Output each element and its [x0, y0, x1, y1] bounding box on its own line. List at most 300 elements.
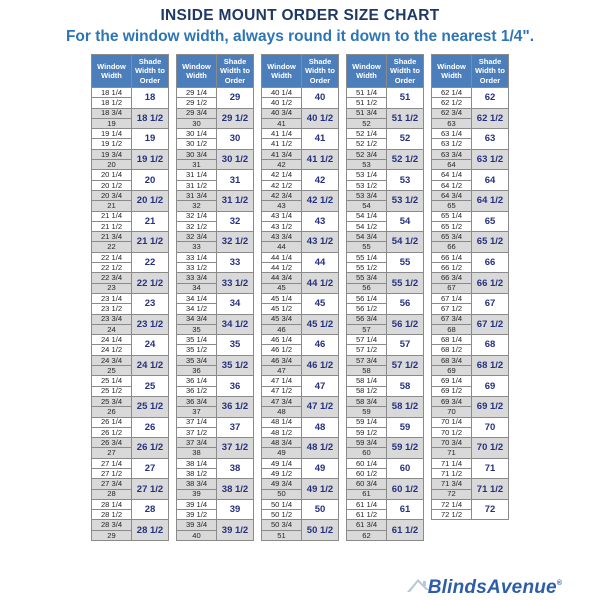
window-width-cell: 56 3/4: [347, 314, 387, 324]
shade-width-cell: 49: [302, 458, 339, 479]
window-width-cell: 54 1/2: [347, 221, 387, 231]
shade-width-cell: 40 1/2: [302, 108, 339, 129]
shade-width-header: Shade Width to Order: [132, 55, 169, 88]
window-width-cell: 69 1/2: [432, 386, 472, 396]
shade-width-cell: 30 1/2: [217, 149, 254, 170]
shade-width-cell: 66: [472, 252, 509, 273]
window-width-cell: 36 1/2: [177, 386, 217, 396]
window-width-cell: 65 1/4: [432, 211, 472, 221]
window-width-cell: 35 1/4: [177, 335, 217, 345]
shade-width-cell: 21 1/2: [132, 232, 169, 253]
window-width-cell: 44 1/4: [262, 252, 302, 262]
size-table-group-2: [176, 54, 254, 541]
shade-width-cell: 26 1/2: [132, 438, 169, 459]
window-width-cell: 31 1/4: [177, 170, 217, 180]
window-width-cell: 26 1/4: [92, 417, 132, 427]
window-width-cell: 58 1/4: [347, 376, 387, 386]
shade-width-cell: 70: [472, 417, 509, 438]
shade-width-cell: 39 1/2: [217, 520, 254, 541]
window-width-cell: 52 1/4: [347, 129, 387, 139]
window-width-cell: 54 1/4: [347, 211, 387, 221]
window-width-cell: 40 1/2: [262, 98, 302, 108]
window-width-cell: 61 3/4: [347, 520, 387, 530]
shade-width-cell: 53: [387, 170, 424, 191]
window-width-cell: 70 3/4: [432, 438, 472, 448]
window-width-cell: 21 3/4: [92, 232, 132, 242]
shade-width-cell: 48 1/2: [302, 438, 339, 459]
window-width-cell: 60 1/2: [347, 468, 387, 478]
shade-width-cell: 70 1/2: [472, 438, 509, 459]
shade-width-cell: 43: [302, 211, 339, 232]
window-width-cell: 60 3/4: [347, 479, 387, 489]
window-width-cell: 51: [262, 530, 302, 540]
window-width-cell: 57 3/4: [347, 355, 387, 365]
window-width-cell: 58 3/4: [347, 396, 387, 406]
window-width-cell: 52 3/4: [347, 149, 387, 159]
window-width-cell: 43 1/2: [262, 221, 302, 231]
window-width-cell: 58 1/2: [347, 386, 387, 396]
shade-width-cell: 29: [217, 88, 254, 109]
size-chart-page: [0, 7, 600, 598]
window-width-cell: 65: [432, 201, 472, 211]
shade-width-cell: 31 1/2: [217, 190, 254, 211]
window-width-cell: 22: [92, 242, 132, 252]
brand-name: BlindsAvenue: [427, 577, 557, 598]
shade-width-cell: 56: [387, 293, 424, 314]
shade-width-cell: 21: [132, 211, 169, 232]
window-width-cell: 62 1/2: [432, 98, 472, 108]
window-width-cell: 19 1/2: [92, 139, 132, 149]
window-width-cell: 46: [262, 324, 302, 334]
window-width-cell: 30 3/4: [177, 149, 217, 159]
window-width-cell: 66 1/4: [432, 252, 472, 262]
window-width-cell: 42 1/2: [262, 180, 302, 190]
window-width-cell: 53: [347, 160, 387, 170]
window-width-cell: 56 1/2: [347, 304, 387, 314]
window-width-cell: 42 3/4: [262, 190, 302, 200]
window-width-cell: 50 3/4: [262, 520, 302, 530]
window-width-cell: 19 1/4: [92, 129, 132, 139]
window-width-cell: 41 3/4: [262, 149, 302, 159]
shade-width-cell: 54: [387, 211, 424, 232]
window-width-cell: 57 1/2: [347, 345, 387, 355]
window-width-cell: 59: [347, 407, 387, 417]
window-width-cell: 69 3/4: [432, 396, 472, 406]
window-width-cell: 43 1/4: [262, 211, 302, 221]
window-width-cell: 55 3/4: [347, 273, 387, 283]
window-width-cell: 53 1/4: [347, 170, 387, 180]
window-width-cell: 49 3/4: [262, 479, 302, 489]
shade-width-cell: 69 1/2: [472, 396, 509, 417]
window-width-cell: 21 1/2: [92, 221, 132, 231]
shade-width-cell: 33 1/2: [217, 273, 254, 294]
window-width-cell: 37 1/2: [177, 427, 217, 437]
window-width-cell: 28 1/4: [92, 499, 132, 509]
window-width-cell: 37 3/4: [177, 438, 217, 448]
window-width-cell: 38 3/4: [177, 479, 217, 489]
shade-width-cell: 38: [217, 458, 254, 479]
window-width-cell: 61 1/4: [347, 499, 387, 509]
window-width-cell: 35 1/2: [177, 345, 217, 355]
window-width-cell: 68 3/4: [432, 355, 472, 365]
window-width-cell: 63: [432, 118, 472, 128]
shade-width-cell: 42 1/2: [302, 190, 339, 211]
shade-width-cell: 23 1/2: [132, 314, 169, 335]
window-width-cell: 49: [262, 448, 302, 458]
window-width-cell: 59 3/4: [347, 438, 387, 448]
size-table-body: [177, 88, 254, 541]
window-width-cell: 62: [347, 530, 387, 540]
window-width-cell: 72: [432, 489, 472, 499]
shade-width-cell: 62: [472, 88, 509, 109]
shade-width-cell: 25 1/2: [132, 396, 169, 417]
window-width-header: Window Width: [92, 55, 132, 88]
window-width-cell: 41: [262, 118, 302, 128]
window-width-cell: 72 1/4: [432, 499, 472, 509]
page-subtitle: For the window width, always round it down to the nearest 1/4".: [65, 28, 535, 45]
window-width-cell: 40 1/4: [262, 88, 302, 98]
window-width-cell: 48 1/4: [262, 417, 302, 427]
window-width-cell: 68 1/2: [432, 345, 472, 355]
shade-width-cell: 24: [132, 335, 169, 356]
window-width-cell: 47 1/4: [262, 376, 302, 386]
size-table-body: [262, 88, 339, 541]
window-width-cell: 23 1/2: [92, 304, 132, 314]
window-width-cell: 34 3/4: [177, 314, 217, 324]
window-width-cell: 32 1/2: [177, 221, 217, 231]
shade-width-cell: 36 1/2: [217, 396, 254, 417]
window-width-cell: 30: [177, 118, 217, 128]
shade-width-cell: 63 1/2: [472, 149, 509, 170]
window-width-cell: 71 3/4: [432, 479, 472, 489]
window-width-cell: 49 1/4: [262, 458, 302, 468]
window-width-cell: 45 1/2: [262, 304, 302, 314]
window-width-cell: 52 1/2: [347, 139, 387, 149]
shade-width-header: Shade Width to Order: [387, 55, 424, 88]
window-width-cell: 31 3/4: [177, 190, 217, 200]
window-width-cell: 50 1/2: [262, 510, 302, 520]
brand-logo: [406, 576, 562, 599]
window-width-cell: 40 3/4: [262, 108, 302, 118]
shade-width-cell: 46 1/2: [302, 355, 339, 376]
window-width-cell: 58: [347, 366, 387, 376]
shade-width-cell: 29 1/2: [217, 108, 254, 129]
shade-width-cell: 57: [387, 335, 424, 356]
window-width-cell: 47 1/2: [262, 386, 302, 396]
window-width-cell: 21: [92, 201, 132, 211]
window-width-cell: 46 1/2: [262, 345, 302, 355]
window-width-cell: 39: [177, 489, 217, 499]
window-width-cell: 54 3/4: [347, 232, 387, 242]
window-width-cell: 44 3/4: [262, 273, 302, 283]
window-width-cell: 64 1/4: [432, 170, 472, 180]
window-width-cell: 56: [347, 283, 387, 293]
window-width-cell: 45 1/4: [262, 293, 302, 303]
window-width-cell: 40: [177, 530, 217, 540]
window-width-cell: 69 1/4: [432, 376, 472, 386]
window-width-cell: 41 1/2: [262, 139, 302, 149]
window-width-cell: 67 1/4: [432, 293, 472, 303]
shade-width-cell: 55 1/2: [387, 273, 424, 294]
shade-width-cell: 18: [132, 88, 169, 109]
window-width-cell: 45: [262, 283, 302, 293]
window-width-cell: 35 3/4: [177, 355, 217, 365]
window-width-cell: 29 1/2: [177, 98, 217, 108]
window-width-cell: 38 1/4: [177, 458, 217, 468]
window-width-cell: 20 3/4: [92, 190, 132, 200]
window-width-cell: 28 1/2: [92, 510, 132, 520]
shade-width-cell: 37: [217, 417, 254, 438]
window-width-cell: 31 1/2: [177, 180, 217, 190]
shade-width-cell: 45 1/2: [302, 314, 339, 335]
window-width-cell: 20 1/2: [92, 180, 132, 190]
window-width-cell: 61 1/2: [347, 510, 387, 520]
window-width-cell: 25 3/4: [92, 396, 132, 406]
window-width-cell: 67 1/2: [432, 304, 472, 314]
window-width-cell: 53 1/2: [347, 180, 387, 190]
window-width-cell: 33 1/2: [177, 263, 217, 273]
window-width-cell: 34: [177, 283, 217, 293]
window-width-cell: 70 1/2: [432, 427, 472, 437]
shade-width-cell: 22 1/2: [132, 273, 169, 294]
window-width-cell: 62 3/4: [432, 108, 472, 118]
shade-width-cell: 32: [217, 211, 254, 232]
window-width-cell: 28: [92, 489, 132, 499]
window-width-cell: 62 1/4: [432, 88, 472, 98]
window-width-cell: 55 1/4: [347, 252, 387, 262]
window-width-cell: 26 1/2: [92, 427, 132, 437]
window-width-cell: 20 1/4: [92, 170, 132, 180]
window-width-cell: 60 1/4: [347, 458, 387, 468]
window-width-cell: 41 1/4: [262, 129, 302, 139]
window-width-cell: 61: [347, 489, 387, 499]
window-width-cell: 42: [262, 160, 302, 170]
window-width-cell: 48 3/4: [262, 438, 302, 448]
shade-width-cell: 69: [472, 376, 509, 397]
shade-width-cell: 35: [217, 335, 254, 356]
window-width-cell: 23: [92, 283, 132, 293]
window-width-header: Window Width: [262, 55, 302, 88]
window-width-cell: 45 3/4: [262, 314, 302, 324]
shade-width-cell: 42: [302, 170, 339, 191]
window-width-header: Window Width: [432, 55, 472, 88]
shade-width-cell: 25: [132, 376, 169, 397]
shade-width-cell: 44 1/2: [302, 273, 339, 294]
window-width-cell: 71: [432, 448, 472, 458]
size-table-group-4: [346, 54, 424, 541]
shade-width-cell: 27 1/2: [132, 479, 169, 500]
window-width-cell: 70: [432, 407, 472, 417]
window-width-cell: 46 1/4: [262, 335, 302, 345]
shade-width-cell: 54 1/2: [387, 232, 424, 253]
shade-width-cell: 33: [217, 252, 254, 273]
shade-width-cell: 55: [387, 252, 424, 273]
shade-width-cell: 71 1/2: [472, 479, 509, 500]
size-table-body: [432, 88, 509, 520]
size-chart-tables: [0, 54, 600, 541]
shade-width-cell: 46: [302, 335, 339, 356]
shade-width-cell: 28 1/2: [132, 520, 169, 541]
window-width-cell: 20: [92, 160, 132, 170]
window-width-cell: 39 1/2: [177, 510, 217, 520]
window-width-cell: 36: [177, 366, 217, 376]
window-width-cell: 47 3/4: [262, 396, 302, 406]
shade-width-cell: 57 1/2: [387, 355, 424, 376]
window-width-cell: 29 3/4: [177, 108, 217, 118]
size-table-group-5: [431, 54, 509, 520]
shade-width-cell: 62 1/2: [472, 108, 509, 129]
window-width-cell: 30 1/2: [177, 139, 217, 149]
window-width-cell: 36 1/4: [177, 376, 217, 386]
window-width-cell: 19: [92, 118, 132, 128]
window-width-cell: 66 1/2: [432, 263, 472, 273]
shade-width-cell: 59 1/2: [387, 438, 424, 459]
window-width-cell: 39 3/4: [177, 520, 217, 530]
shade-width-cell: 68: [472, 335, 509, 356]
shade-width-header: Shade Width to Order: [472, 55, 509, 88]
window-width-cell: 27 3/4: [92, 479, 132, 489]
shade-width-cell: 67: [472, 293, 509, 314]
window-width-cell: 32 3/4: [177, 232, 217, 242]
window-width-cell: 63 1/4: [432, 129, 472, 139]
shade-width-cell: 34 1/2: [217, 314, 254, 335]
window-width-cell: 50: [262, 489, 302, 499]
window-width-cell: 48: [262, 407, 302, 417]
window-width-cell: 51 1/2: [347, 98, 387, 108]
window-width-cell: 37 1/4: [177, 417, 217, 427]
window-width-cell: 51 3/4: [347, 108, 387, 118]
window-width-cell: 33: [177, 242, 217, 252]
window-width-cell: 22 1/4: [92, 252, 132, 262]
shade-width-cell: 38 1/2: [217, 479, 254, 500]
shade-width-cell: 52 1/2: [387, 149, 424, 170]
window-width-cell: 44: [262, 242, 302, 252]
shade-width-cell: 24 1/2: [132, 355, 169, 376]
window-width-cell: 51 1/4: [347, 88, 387, 98]
shade-width-cell: 63: [472, 129, 509, 150]
window-width-cell: 52: [347, 118, 387, 128]
shade-width-cell: 34: [217, 293, 254, 314]
window-width-cell: 69: [432, 366, 472, 376]
window-width-cell: 25 1/2: [92, 386, 132, 396]
shade-width-cell: 71: [472, 458, 509, 479]
window-width-cell: 25 1/4: [92, 376, 132, 386]
size-table-group-3: [261, 54, 339, 541]
window-width-cell: 38 1/2: [177, 468, 217, 478]
shade-width-cell: 51 1/2: [387, 108, 424, 129]
window-width-cell: 65 3/4: [432, 232, 472, 242]
shade-width-cell: 66 1/2: [472, 273, 509, 294]
window-width-cell: 27 1/2: [92, 468, 132, 478]
window-width-cell: 24 3/4: [92, 355, 132, 365]
window-width-cell: 37: [177, 407, 217, 417]
shade-width-cell: 61 1/2: [387, 520, 424, 541]
window-width-cell: 29: [92, 530, 132, 540]
window-width-cell: 33 1/4: [177, 252, 217, 262]
shade-width-header: Shade Width to Order: [217, 55, 254, 88]
shade-width-cell: 37 1/2: [217, 438, 254, 459]
shade-width-cell: 61: [387, 499, 424, 520]
shade-width-cell: 28: [132, 499, 169, 520]
window-width-cell: 60: [347, 448, 387, 458]
shade-width-cell: 41: [302, 129, 339, 150]
window-width-cell: 66: [432, 242, 472, 252]
window-width-cell: 18 3/4: [92, 108, 132, 118]
window-width-cell: 44 1/2: [262, 263, 302, 273]
page-title: INSIDE MOUNT ORDER SIZE CHART: [160, 7, 440, 24]
window-width-cell: 21 1/4: [92, 211, 132, 221]
shade-width-cell: 32 1/2: [217, 232, 254, 253]
shade-width-cell: 45: [302, 293, 339, 314]
shade-width-cell: 65: [472, 211, 509, 232]
window-width-cell: 34 1/4: [177, 293, 217, 303]
window-width-cell: 29 1/4: [177, 88, 217, 98]
size-table-group-1: [91, 54, 169, 541]
window-width-cell: 28 3/4: [92, 520, 132, 530]
window-width-cell: 30 1/4: [177, 129, 217, 139]
window-width-cell: 64 3/4: [432, 190, 472, 200]
window-width-cell: 27: [92, 448, 132, 458]
shade-width-cell: 60: [387, 458, 424, 479]
window-width-cell: 23 1/4: [92, 293, 132, 303]
window-width-cell: 59 1/2: [347, 427, 387, 437]
window-width-cell: 56 1/4: [347, 293, 387, 303]
shade-width-cell: 48: [302, 417, 339, 438]
window-width-cell: 54: [347, 201, 387, 211]
shade-width-cell: 47 1/2: [302, 396, 339, 417]
shade-width-cell: 47: [302, 376, 339, 397]
window-width-cell: 50 1/4: [262, 499, 302, 509]
window-width-cell: 47: [262, 366, 302, 376]
shade-width-cell: 64 1/2: [472, 190, 509, 211]
shade-width-cell: 19: [132, 129, 169, 150]
window-width-cell: 35: [177, 324, 217, 334]
window-width-cell: 38: [177, 448, 217, 458]
shade-width-cell: 18 1/2: [132, 108, 169, 129]
shade-width-cell: 44: [302, 252, 339, 273]
shade-width-cell: 53 1/2: [387, 190, 424, 211]
shade-width-cell: 64: [472, 170, 509, 191]
shade-width-cell: 56 1/2: [387, 314, 424, 335]
window-width-cell: 55: [347, 242, 387, 252]
window-width-cell: 63 1/2: [432, 139, 472, 149]
shade-width-cell: 27: [132, 458, 169, 479]
shade-width-cell: 19 1/2: [132, 149, 169, 170]
shade-width-cell: 26: [132, 417, 169, 438]
shade-width-cell: 52: [387, 129, 424, 150]
shade-width-cell: 23: [132, 293, 169, 314]
shade-width-cell: 40: [302, 88, 339, 109]
window-width-cell: 33 3/4: [177, 273, 217, 283]
window-width-cell: 67 3/4: [432, 314, 472, 324]
window-width-cell: 22 1/2: [92, 263, 132, 273]
shade-width-cell: 31: [217, 170, 254, 191]
shade-width-cell: 43 1/2: [302, 232, 339, 253]
window-width-cell: 42 1/4: [262, 170, 302, 180]
window-width-cell: 65 1/2: [432, 221, 472, 231]
shade-width-cell: 60 1/2: [387, 479, 424, 500]
window-width-cell: 22 3/4: [92, 273, 132, 283]
window-width-cell: 53 3/4: [347, 190, 387, 200]
shade-width-cell: 20: [132, 170, 169, 191]
shade-width-cell: 20 1/2: [132, 190, 169, 211]
window-width-cell: 26 3/4: [92, 438, 132, 448]
window-width-cell: 71 1/4: [432, 458, 472, 468]
window-width-cell: 57 1/4: [347, 335, 387, 345]
window-width-cell: 25: [92, 366, 132, 376]
window-width-cell: 23 3/4: [92, 314, 132, 324]
window-width-cell: 46 3/4: [262, 355, 302, 365]
